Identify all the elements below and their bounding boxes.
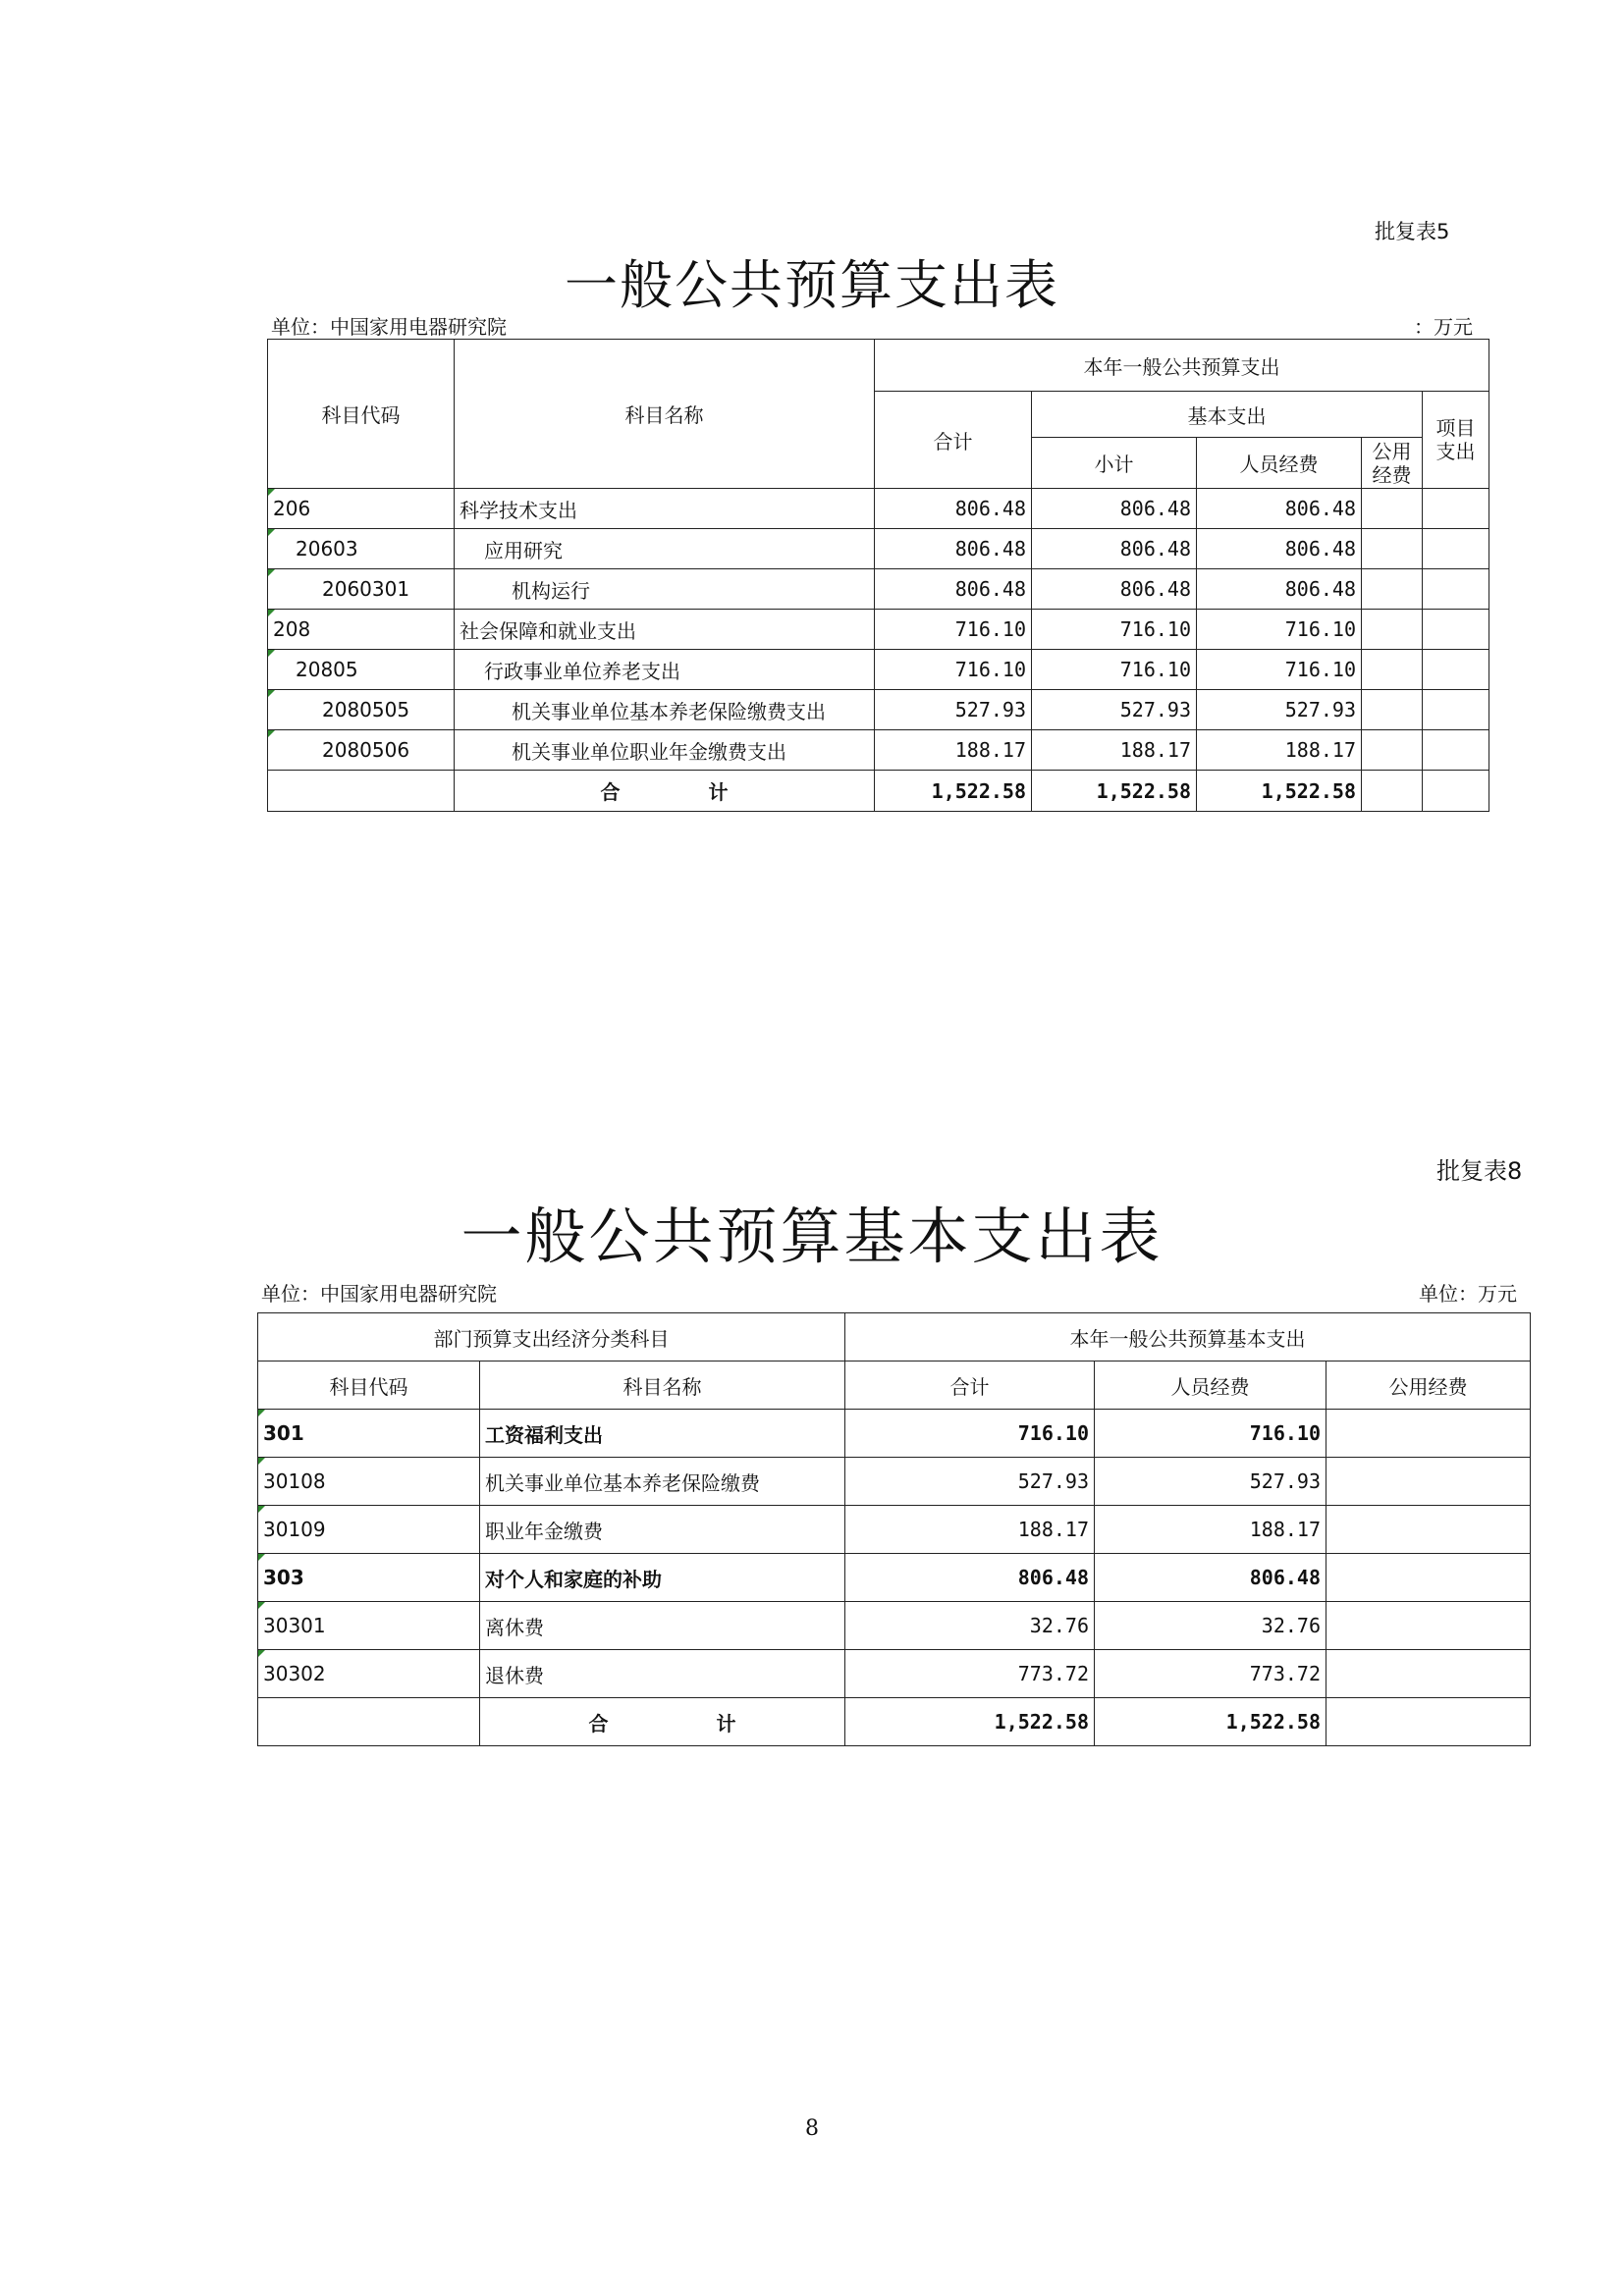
- row-project: [1423, 650, 1489, 690]
- table-row: [258, 1650, 1531, 1698]
- table-row: [258, 1602, 1531, 1650]
- row-total: 806.48: [875, 569, 1032, 610]
- row-personnel: 188.17: [1095, 1506, 1326, 1554]
- header-total: 合计: [845, 1362, 1095, 1410]
- row-total: 188.17: [875, 730, 1032, 771]
- page-number: 8: [805, 2116, 819, 2141]
- row-name: 社会保障和就业支出: [455, 610, 875, 650]
- table-row: [268, 529, 1489, 569]
- total-total: 1,522.58: [845, 1698, 1095, 1746]
- table-row: [258, 1554, 1531, 1602]
- row-personnel: 716.10: [1197, 650, 1362, 690]
- row-public: [1362, 529, 1423, 569]
- row-personnel: 527.93: [1197, 690, 1362, 730]
- header-group: 本年一般公共预算基本支出: [845, 1313, 1531, 1362]
- row-subtotal: 806.48: [1032, 529, 1197, 569]
- currency-label-5: ：万元: [1414, 315, 1473, 339]
- row-name: 科学技术支出: [455, 489, 875, 529]
- total-total: 1,522.58: [875, 771, 1032, 812]
- unit-label-8: 单位：中国家用电器研究院: [261, 1282, 497, 1306]
- header-category: 部门预算支出经济分类科目: [258, 1313, 845, 1362]
- row-project: [1423, 690, 1489, 730]
- total-code: [258, 1698, 480, 1746]
- row-public: [1326, 1410, 1531, 1458]
- row-public: [1326, 1602, 1531, 1650]
- row-code: 2080505: [268, 690, 455, 730]
- header-public: 公用 经费: [1362, 438, 1423, 489]
- row-name: 行政事业单位养老支出: [455, 650, 875, 690]
- row-name: 机构运行: [455, 569, 875, 610]
- total-code: [268, 771, 455, 812]
- row-personnel: 806.48: [1197, 569, 1362, 610]
- row-public: [1362, 610, 1423, 650]
- row-public: [1362, 650, 1423, 690]
- row-total: 527.93: [875, 690, 1032, 730]
- table-row: [268, 730, 1489, 771]
- row-project: [1423, 529, 1489, 569]
- form-number-8: 批复表8: [1436, 1157, 1523, 1185]
- row-total: 806.48: [875, 529, 1032, 569]
- row-public: [1326, 1458, 1531, 1506]
- table-row: [268, 610, 1489, 650]
- table-row: [258, 1410, 1531, 1458]
- page-title-8: 一般公共预算基本支出表: [460, 1201, 1164, 1272]
- row-public: [1362, 730, 1423, 771]
- row-public: [1326, 1554, 1531, 1602]
- row-subtotal: 188.17: [1032, 730, 1197, 771]
- header-project: 项目 支出: [1423, 392, 1489, 489]
- row-public: [1326, 1650, 1531, 1698]
- header-personnel: 人员经费: [1095, 1362, 1326, 1410]
- row-name: 离休费: [480, 1602, 845, 1650]
- row-name: 机关事业单位基本养老保险缴费: [480, 1458, 845, 1506]
- row-personnel: 716.10: [1095, 1410, 1326, 1458]
- row-personnel: 527.93: [1095, 1458, 1326, 1506]
- row-code: 301: [258, 1410, 480, 1458]
- row-code: 30109: [258, 1506, 480, 1554]
- row-project: [1423, 610, 1489, 650]
- row-total: 527.93: [845, 1458, 1095, 1506]
- row-public: [1326, 1506, 1531, 1554]
- table-row: [268, 690, 1489, 730]
- total-public: [1362, 771, 1423, 812]
- row-personnel: 806.48: [1197, 529, 1362, 569]
- header-name: 科目名称: [480, 1362, 845, 1410]
- total-personnel: 1,522.58: [1095, 1698, 1326, 1746]
- header-code: 科目代码: [268, 340, 455, 489]
- header-subtotal: 小计: [1032, 438, 1197, 489]
- total-label: 合 计: [480, 1698, 845, 1746]
- budget-expenditure-table: [267, 339, 1489, 812]
- row-project: [1423, 730, 1489, 771]
- row-name: 对个人和家庭的补助: [480, 1554, 845, 1602]
- table-row: [268, 489, 1489, 529]
- total-subtotal: 1,522.58: [1032, 771, 1197, 812]
- total-project: [1423, 771, 1489, 812]
- row-personnel: 716.10: [1197, 610, 1362, 650]
- row-total: 773.72: [845, 1650, 1095, 1698]
- page-title-5: 一般公共预算支出表: [565, 254, 1059, 316]
- currency-label-8: 单位：万元: [1419, 1282, 1517, 1306]
- row-public: [1362, 690, 1423, 730]
- row-code: 303: [258, 1554, 480, 1602]
- row-name: 职业年金缴费: [480, 1506, 845, 1554]
- row-personnel: 32.76: [1095, 1602, 1326, 1650]
- total-public: [1326, 1698, 1531, 1746]
- row-code: 30108: [258, 1458, 480, 1506]
- row-code: 206: [268, 489, 455, 529]
- total-label: 合 计: [455, 771, 875, 812]
- total-row: [268, 771, 1489, 812]
- row-subtotal: 806.48: [1032, 569, 1197, 610]
- row-project: [1423, 489, 1489, 529]
- row-personnel: 773.72: [1095, 1650, 1326, 1698]
- row-code: 2060301: [268, 569, 455, 610]
- row-total: 716.10: [875, 610, 1032, 650]
- row-project: [1423, 569, 1489, 610]
- row-subtotal: 527.93: [1032, 690, 1197, 730]
- row-name: 退休费: [480, 1650, 845, 1698]
- table-row: [268, 569, 1489, 610]
- row-name: 机关事业单位基本养老保险缴费支出: [455, 690, 875, 730]
- row-name: 工资福利支出: [480, 1410, 845, 1458]
- row-personnel: 806.48: [1095, 1554, 1326, 1602]
- row-total: 716.10: [845, 1410, 1095, 1458]
- row-code: 20603: [268, 529, 455, 569]
- table-row: [268, 650, 1489, 690]
- unit-label-5: 单位：中国家用电器研究院: [271, 315, 507, 339]
- row-public: [1362, 489, 1423, 529]
- row-public: [1362, 569, 1423, 610]
- row-name: 机关事业单位职业年金缴费支出: [455, 730, 875, 771]
- row-code: 20805: [268, 650, 455, 690]
- header-code: 科目代码: [258, 1362, 480, 1410]
- row-subtotal: 806.48: [1032, 489, 1197, 529]
- header-group: 本年一般公共预算支出: [875, 340, 1489, 392]
- row-total: 716.10: [875, 650, 1032, 690]
- row-total: 806.48: [875, 489, 1032, 529]
- row-total: 806.48: [845, 1554, 1095, 1602]
- row-name: 应用研究: [455, 529, 875, 569]
- header-personnel: 人员经费: [1197, 438, 1362, 489]
- header-total: 合计: [875, 392, 1032, 489]
- row-personnel: 188.17: [1197, 730, 1362, 771]
- table-row: [258, 1458, 1531, 1506]
- row-total: 188.17: [845, 1506, 1095, 1554]
- header-name: 科目名称: [455, 340, 875, 489]
- total-personnel: 1,522.58: [1197, 771, 1362, 812]
- row-code: 30301: [258, 1602, 480, 1650]
- total-row: [258, 1698, 1531, 1746]
- table-row: [258, 1506, 1531, 1554]
- row-code: 2080506: [268, 730, 455, 771]
- row-code: 208: [268, 610, 455, 650]
- basic-expenditure-table: [257, 1312, 1531, 1746]
- header-public: 公用经费: [1326, 1362, 1531, 1410]
- row-subtotal: 716.10: [1032, 650, 1197, 690]
- form-number-5: 批复表5: [1375, 220, 1450, 243]
- header-basic: 基本支出: [1032, 392, 1423, 438]
- row-total: 32.76: [845, 1602, 1095, 1650]
- row-subtotal: 716.10: [1032, 610, 1197, 650]
- row-code: 30302: [258, 1650, 480, 1698]
- row-personnel: 806.48: [1197, 489, 1362, 529]
